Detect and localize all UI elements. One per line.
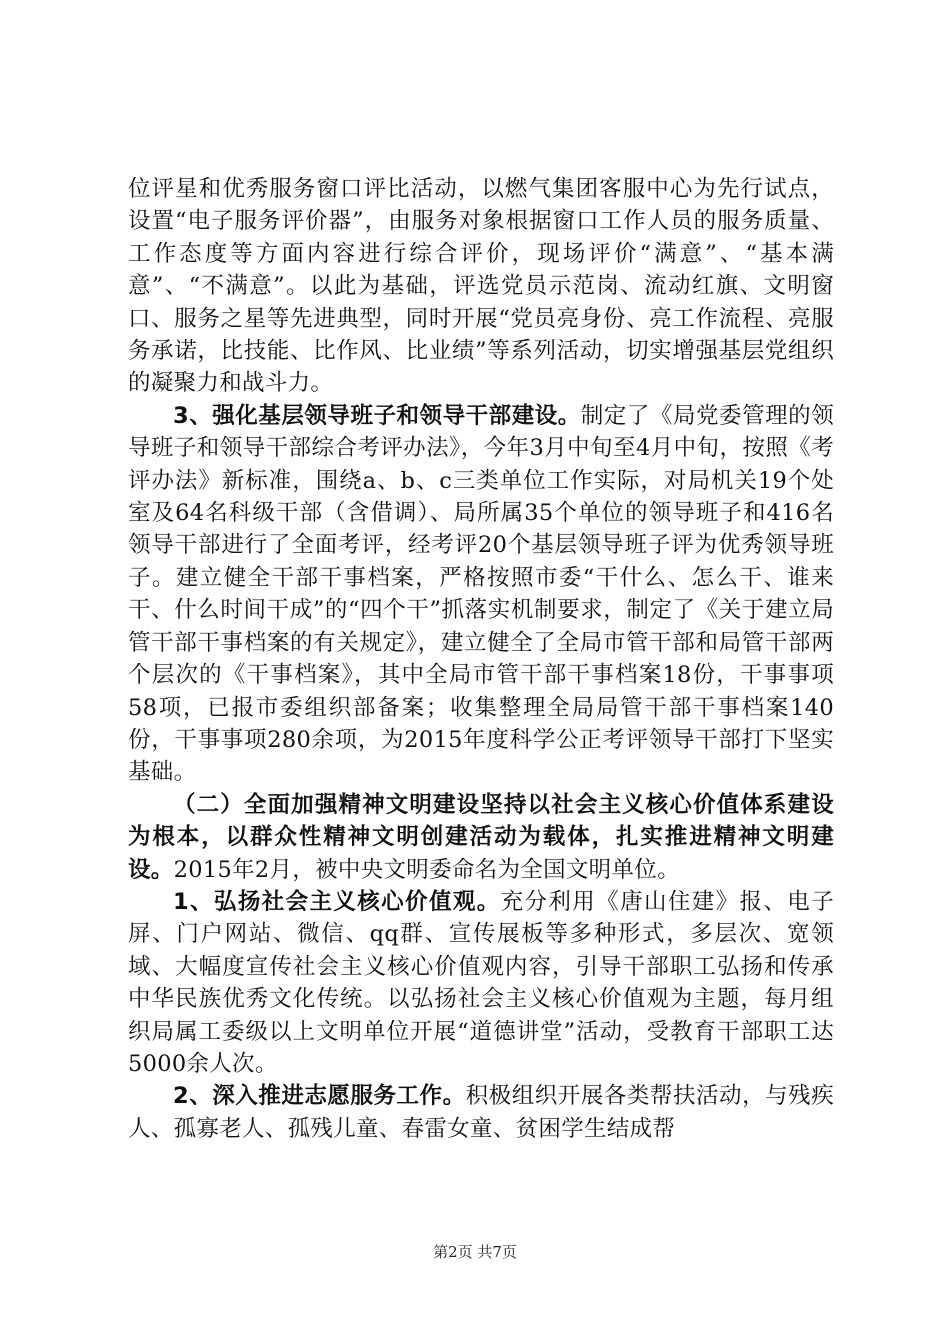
paragraph-heading: 2、深入推进志愿服务工作。 — [173, 1083, 466, 1110]
paragraph-spiritual-civilization — [128, 789, 834, 886]
paragraph-body: 2015年2月，被中央文明委命名为全国文明单位。 — [173, 856, 680, 883]
paragraph-body: 位评星和优秀服务窗口评比活动，以燃气集团客服中心为先行试点，设置“电子服务评价器”，由服务对象根据窗口工作人员的服务质量、工作态度等方面内容进行综合评价，现场评价“满意”、“基本满意”、“不满意”。以此为基础，评选党员示范岗、流动红旗、文明窗口、服务之星等先进典型，同时开展“党员亮身份、亮工作流程、亮服务承诺，比技能、比作风、比业绩”等系列活动，切实增强基层党组织的凝聚力和战斗力。 — [128, 176, 834, 397]
paragraph-heading: 1、弘扬社会主义核心价值观。 — [173, 888, 501, 915]
document-body — [128, 173, 834, 1145]
paragraph-body: 充分利用《唐山住建》报、电子屏、门户网站、微信、qq群、宣传展板等多种形式，多层次、宽领域、大幅度宣传社会主义核心价值观内容，引导干部职工弘扬和传承中华民族优秀文化传统。以弘扬社会主义核心价值观为主题，每月组织局属工委级以上文明单位开展“道德讲堂”活动，受教育干部职工达5000余人次。 — [128, 888, 834, 1077]
paragraph-heading: 3、强化基层领导班子和领导干部建设。 — [173, 402, 581, 429]
paragraph-leadership-building — [128, 400, 834, 789]
paragraph-volunteer-service — [128, 1080, 834, 1145]
paragraph-core-values — [128, 886, 834, 1080]
page-number-label: 第2页 共7页 — [433, 1243, 517, 1261]
page-footer — [0, 1242, 950, 1262]
paragraph-body: 积极组织开展各类帮扶活动，与残疾人、孤寡老人、孤残儿童、春雷女童、贫困学生结成帮 — [128, 1083, 834, 1142]
paragraph-star-rating-activities — [128, 173, 834, 400]
paragraph-body: 制定了《局党委管理的领导班子和领导干部综合考评办法》，今年3月中旬至4月中旬，按照《考评办法》新标准，围绕a、b、c三类单位工作实际，对局机关19个处室及64名科级干部（含借调）、局所属35个单位的领导班子和416名领导干部进行了全面考评，经考评20个基层领导班子评为优秀领导班子。建立健全干部干事档案，严格按照市委“干什么、怎么干、谁来干、什么时间干成”的“四个干”抓落实机制要求，制定了《关于建立局管干部干事档案的有关规定》，建立健全了全局市管干部和局管干部两个层次的《干事档案》，其中全局市管干部干事档案18份，干事事项58项，已报市委组织部备案；收集整理全局局管干部干事档案140份，干事事项280余项，为2015年度科学公正考评领导干部打下坚实基础。 — [128, 402, 834, 786]
section-heading: （二）全面加强精神文明建设坚持以社会主义核心价值体系建设为根本，以群众性精神文明创建活动为载体，扎实推进精神文明建设。 — [128, 791, 834, 883]
